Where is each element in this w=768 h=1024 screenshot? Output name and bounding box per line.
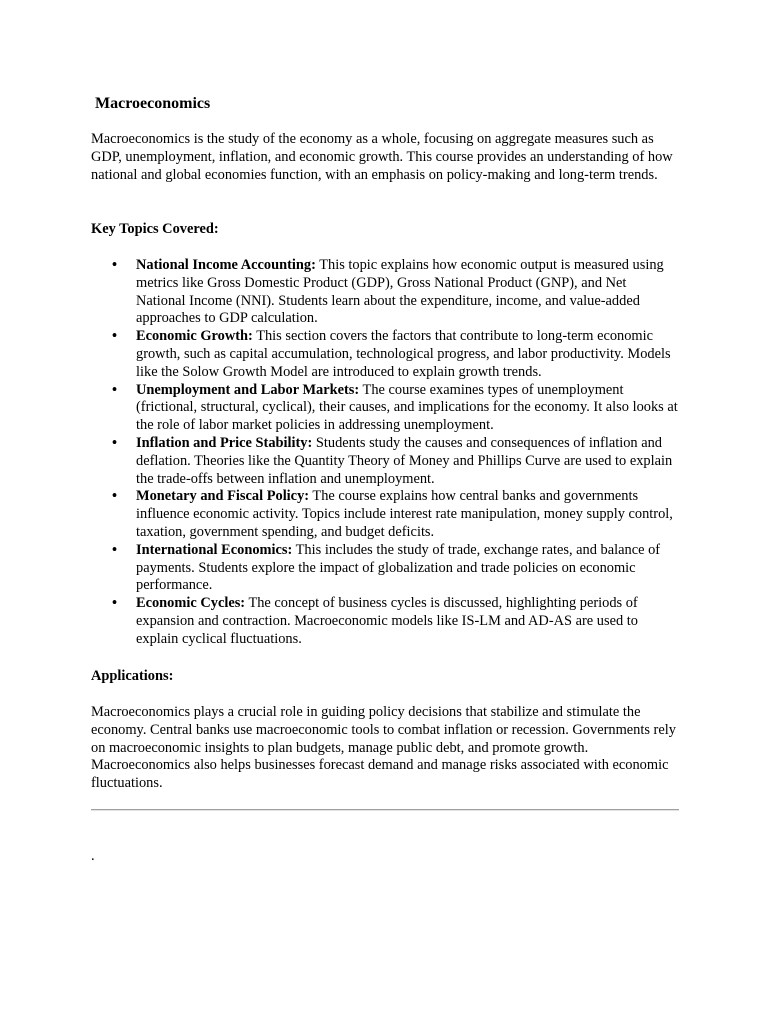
topic-description: This includes the study of trade, exchange rates, and balance of payments. Students explore the impact of globalization and trade policies on economic performance.	[136, 541, 661, 594]
intro-paragraph: Macroeconomics is the study of the economy as a whole, focusing on aggregate measures such as GDP, unemployment, inflation, and economic growth. This course provides an understanding of how national and global economies function, with an emphasis on policy-making and long-term trends.	[91, 131, 673, 183]
key-topics-heading: Key Topics Covered:	[91, 221, 219, 237]
document-title: Macroeconomics	[95, 95, 211, 112]
bullet-icon: •	[112, 434, 118, 451]
list-item	[91, 435, 679, 488]
bullet-icon: •	[112, 541, 118, 558]
topic-name: Unemployment and Labor Markets:	[136, 381, 360, 398]
bullet-icon: •	[112, 257, 118, 273]
topic-name: Economic Cycles:	[136, 595, 246, 612]
topic-description: The concept of business cycles is discussed, highlighting periods of expansion and contraction. Macroeconomic models like IS-LM and AD-AS are used to explain cyclical fluctuations.	[136, 595, 638, 647]
trailing-mark: .	[91, 848, 95, 864]
topic-description: The course examines types of unemployment (frictional, structural, cyclical), their causes, and implications for the economy. It also looks at the role of labor market policies in addressing unemployment.	[136, 381, 678, 434]
bullet-icon: •	[112, 381, 118, 398]
applications-paragraph: Macroeconomics plays a crucial role in guiding policy decisions that stabilize and stimulate the economy. Central banks use macroeconomic tools to combat inflation or recession. Governments rely on macroeconomic insights to plan budgets, manage public debt, and promote growth. Macroeconomics also helps businesses forecast demand and manage risks associated with economic fluctuations.	[91, 704, 676, 792]
topic-name: Economic Growth:	[136, 328, 253, 345]
topic-description: Students study the causes and consequences of inflation and deflation. Theories like the Quantity Theory of Money and Phillips Curve are used to explain the trade-offs between inflation and unemployment.	[136, 434, 673, 487]
list-item	[91, 542, 679, 595]
key-topics-list	[91, 257, 679, 649]
topic-name: Inflation and Price Stability:	[136, 434, 313, 451]
bullet-icon: •	[112, 595, 118, 612]
list-item	[91, 257, 679, 328]
topic-description: This section covers the factors that contribute to long-term economic growth, such as capital accumulation, technological progress, and labor productivity. Models like the Solow Growth Model are introduced to explain growth trends.	[136, 328, 671, 380]
list-item	[91, 488, 679, 541]
topic-name: International Economics:	[136, 541, 293, 558]
topic-description: The course explains how central banks and governments influence economic activity. Topics include interest rate manipulation, money supply control, taxation, government spending, and budget deficits.	[136, 488, 673, 540]
horizontal-divider	[91, 809, 679, 811]
topic-name: Monetary and Fiscal Policy:	[136, 488, 310, 505]
list-item	[91, 595, 679, 648]
applications-heading: Applications:	[91, 668, 174, 684]
topic-name: National Income Accounting:	[136, 257, 316, 273]
bullet-icon: •	[112, 488, 118, 505]
list-item	[91, 328, 679, 381]
bullet-icon: •	[112, 328, 118, 345]
topic-description: This topic explains how economic output is measured using metrics like Gross Domestic Product (GDP), Gross National Product (GNP), and Net National Income (NNI). Students learn about the expenditure, income, and value-added approaches to GDP calculation.	[136, 257, 664, 327]
list-item	[91, 382, 679, 435]
